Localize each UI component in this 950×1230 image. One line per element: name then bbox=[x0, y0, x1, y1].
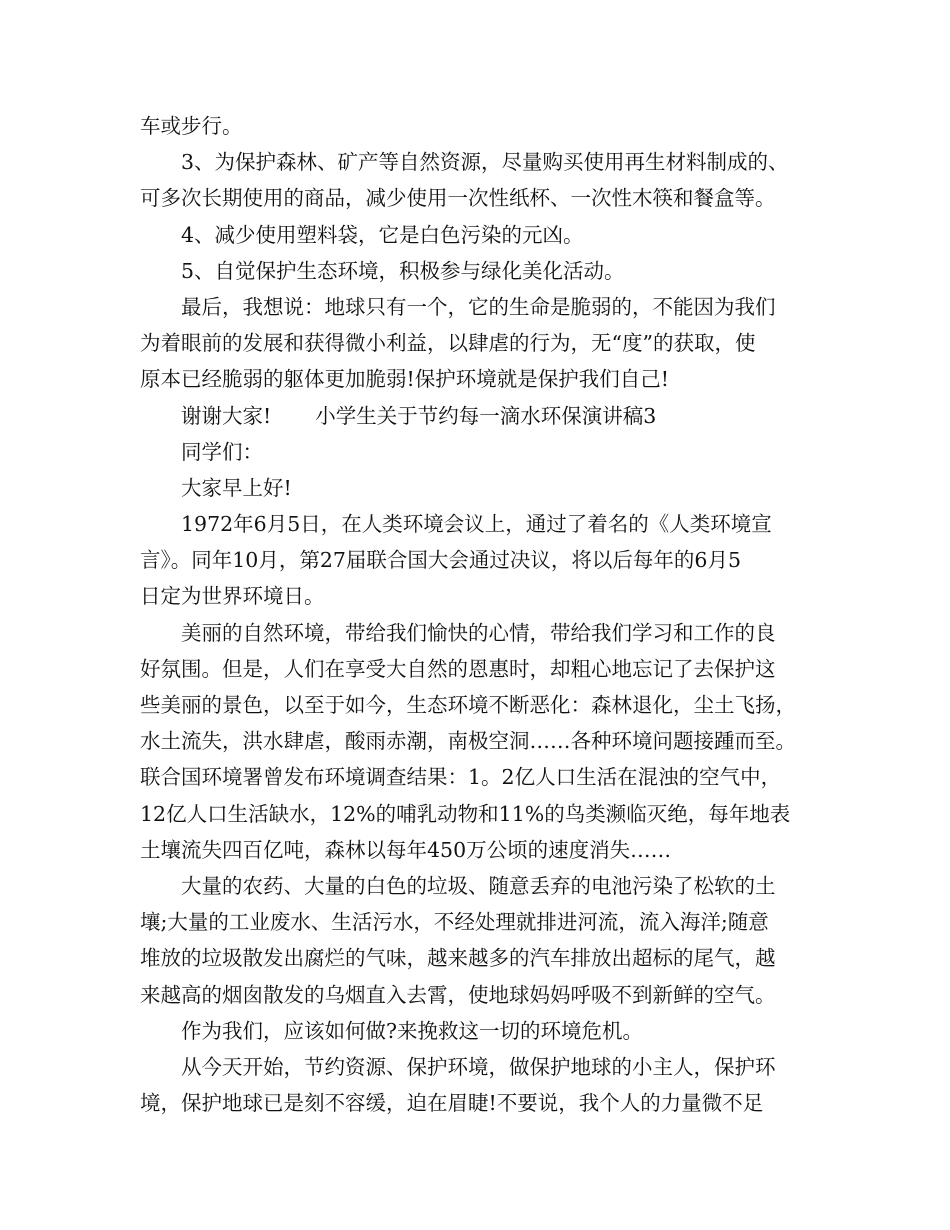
text-line bbox=[140, 687, 805, 723]
text-line bbox=[140, 542, 805, 578]
line-text: 为着眼前的发展和获得微小利益，以肆虐的行为，无“度”的获取，使 bbox=[140, 331, 756, 356]
text-line bbox=[140, 180, 805, 216]
text-line bbox=[140, 832, 805, 868]
document-body bbox=[140, 108, 805, 1121]
line-text: 1972年6月5日，在人类环境会议上，通过了着名的《人类环境宣 bbox=[181, 512, 772, 537]
line-text: 好氛围。但是，人们在享受大自然的恩惠时，却粗心地忘记了去保护这 bbox=[140, 656, 776, 681]
line-text: 言》。同年10月，第27届联合国大会通过决议，将以后每年的6月5 bbox=[140, 548, 742, 573]
line-text: 同学们： bbox=[181, 439, 263, 464]
line-text: 12亿人口生活缺水，12%的哺乳动物和11%的鸟类濒临灭绝，每年地表 bbox=[140, 801, 791, 826]
line-text: 4、减少使用塑料袋，它是白色污染的元凶。 bbox=[181, 222, 584, 247]
line-text: 作为我们，应该如何做?来挽救这一切的环境危机。 bbox=[181, 1018, 643, 1043]
line-text: 日定为世界环境日。 bbox=[140, 584, 325, 609]
line-text: 联合国环境署曾发布环境调查结果：1。2亿人口生活在混浊的空气中， bbox=[140, 765, 782, 790]
line-text: 原本已经脆弱的躯体更加脆弱!保护环境就是保护我们自己! bbox=[140, 367, 669, 392]
line-text: 美丽的自然环境，带给我们愉快的心情，带给我们学习和工作的良 bbox=[181, 620, 776, 645]
section-title: 小学生关于节约每一滴水环保演讲稿3 bbox=[315, 403, 657, 428]
text-line bbox=[140, 651, 805, 687]
text-line bbox=[140, 217, 805, 253]
line-text: 谢谢大家! bbox=[181, 403, 272, 428]
line-text: 壤;大量的工业废水、生活污水，不经处理就排进河流，流入海洋;随意 bbox=[140, 910, 769, 935]
text-line bbox=[140, 470, 805, 506]
text-line bbox=[140, 506, 805, 542]
line-text: 水土流失，洪水肆虐，酸雨赤潮，南极空洞……各种环境问题接踵而至。 bbox=[140, 729, 796, 754]
line-text: 3、为保护森林、矿产等自然资源，尽量购买使用再生材料制成的、 bbox=[181, 150, 789, 175]
text-line bbox=[140, 615, 805, 651]
text-line bbox=[140, 434, 805, 470]
line-text: 最后，我想说：地球只有一个，它的生命是脆弱的，不能因为我们 bbox=[181, 294, 776, 319]
line-text: 土壤流失四百亿吨，森林以每年450万公顷的速度消失…… bbox=[140, 837, 672, 862]
line-text: 些美丽的景色，以至于如今，生态环境不断恶化：森林退化，尘土飞扬， bbox=[140, 693, 796, 717]
text-line bbox=[140, 398, 805, 434]
text-line bbox=[140, 578, 805, 614]
line-text: 从今天开始，节约资源、保护环境，做保护地球的小主人，保护环 bbox=[181, 1054, 776, 1079]
text-line bbox=[140, 904, 805, 940]
line-text: 5、自觉保护生态环境，积极参与绿化美化活动。 bbox=[181, 258, 625, 283]
text-line bbox=[140, 723, 805, 759]
text-line bbox=[140, 759, 805, 795]
text-line bbox=[140, 289, 805, 325]
line-text: 大家早上好! bbox=[181, 475, 292, 500]
text-line bbox=[140, 977, 805, 1013]
text-line bbox=[140, 108, 805, 144]
text-line bbox=[140, 940, 805, 976]
line-text: 车或步行。 bbox=[140, 114, 243, 138]
line-text: 境，保护地球已是刻不容缓，迫在眉睫!不要说，我个人的力量微不足 bbox=[140, 1091, 764, 1116]
text-line bbox=[140, 361, 805, 397]
text-line bbox=[140, 325, 805, 361]
line-text: 大量的农药、大量的白色的垃圾、随意丢弃的电池污染了松软的土 bbox=[181, 873, 776, 898]
text-line bbox=[140, 796, 805, 832]
line-text: 来越高的烟囱散发的乌烟直入去霄，使地球妈妈呼吸不到新鲜的空气。 bbox=[140, 982, 776, 1007]
text-line bbox=[140, 144, 805, 180]
text-line bbox=[140, 1085, 805, 1121]
text-line bbox=[140, 868, 805, 904]
text-line bbox=[140, 253, 805, 289]
line-text: 可多次长期使用的商品，减少使用一次性纸杯、一次性木筷和餐盒等。 bbox=[140, 186, 776, 211]
line-text: 堆放的垃圾散发出腐烂的气味，越来越多的汽车排放出超标的尾气，越 bbox=[140, 946, 776, 971]
text-line bbox=[140, 1013, 805, 1049]
text-line bbox=[140, 1049, 805, 1085]
